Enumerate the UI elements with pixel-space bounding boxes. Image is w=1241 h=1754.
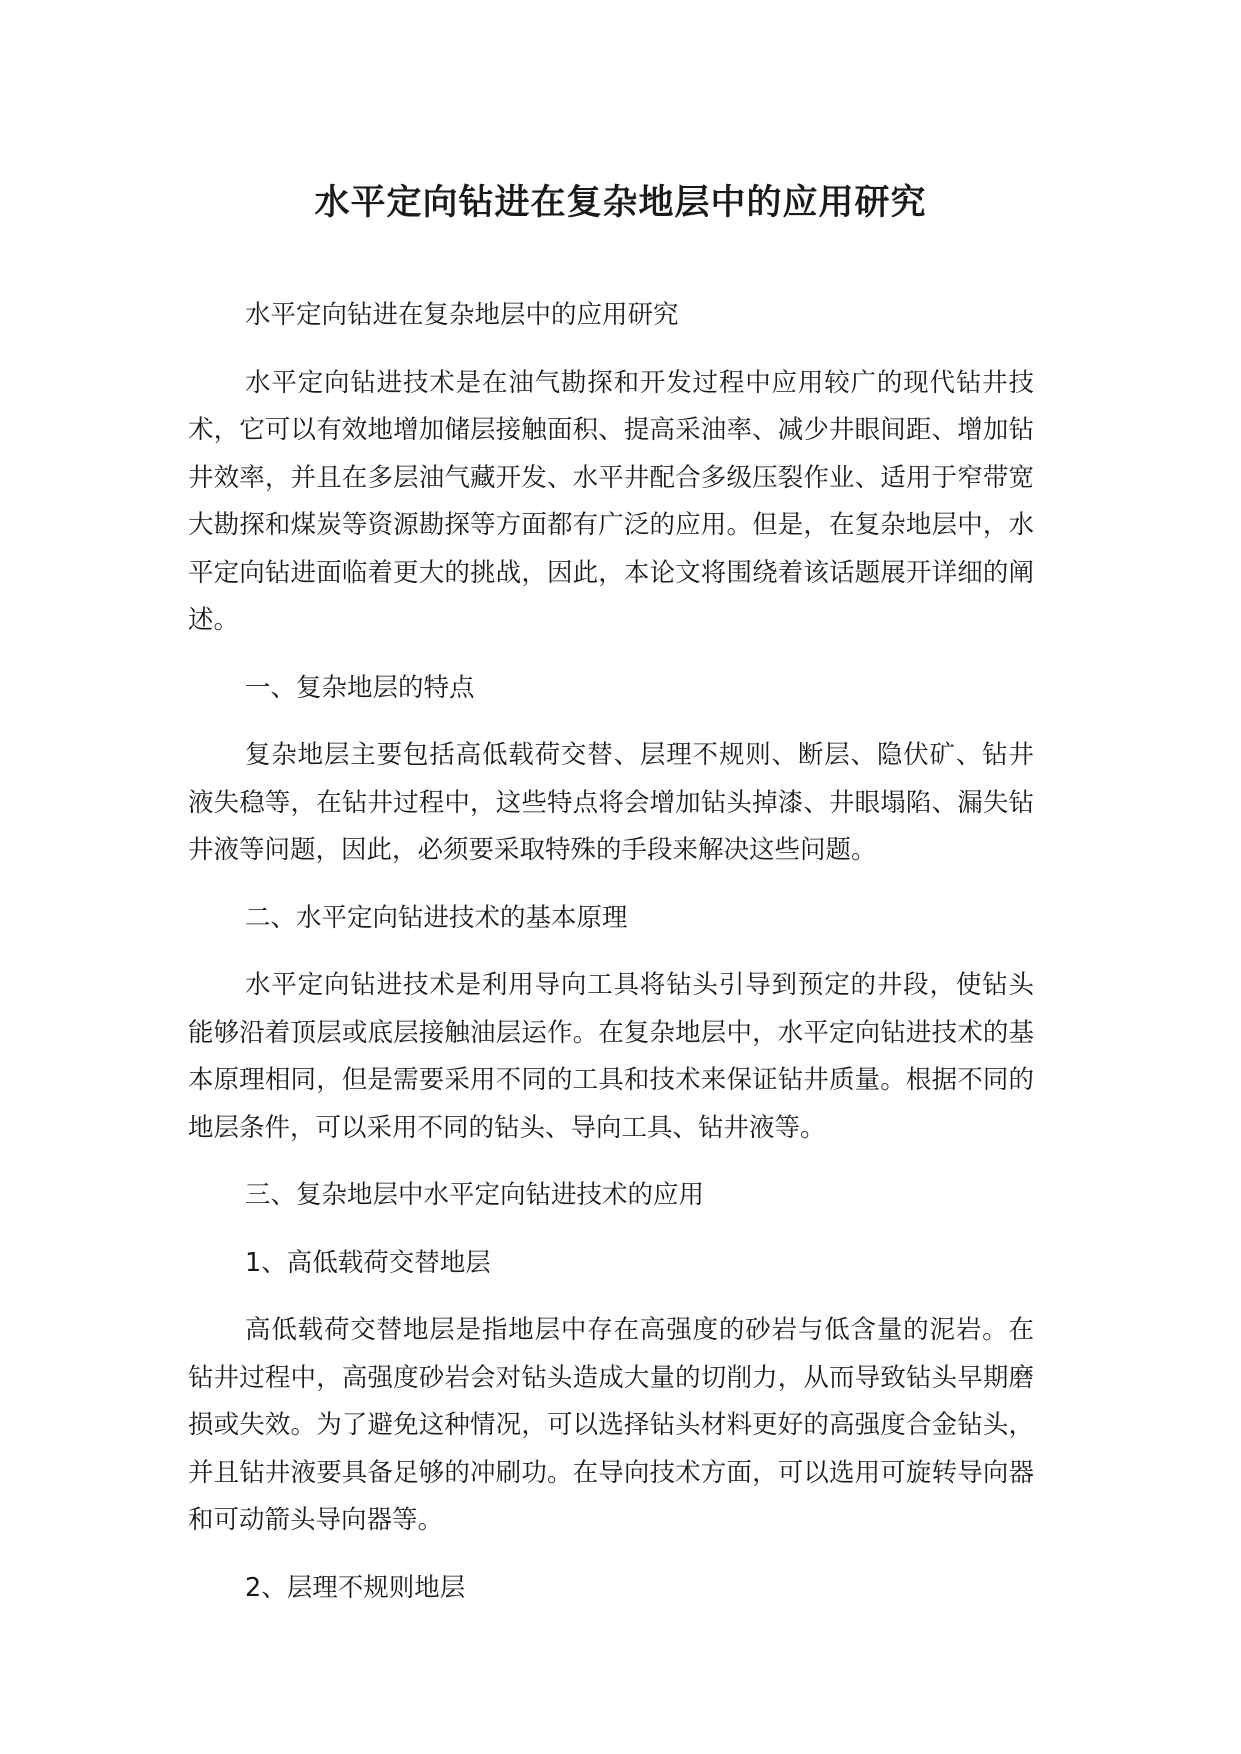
section-2-paragraph: 水平定向钻进技术是利用导向工具将钻头引导到预定的井段，使钻头能够沿着顶层或底层接触油层运作。在复杂地层中，水平定向钻进技术的基本原理相同，但是需要采用不同的工具和技术来保证钻井质量。根据不同的地层条件，可以采用不同的钻头、导向工具、钻井液等。 (188, 970, 1034, 1143)
section-1-paragraph: 复杂地层主要包括高低载荷交替、层理不规则、断层、隐伏矿、钻井液失稳等，在钻井过程中，这些特点将会增加钻头掉漆、井眼塌陷、漏失钻井液等问题，因此，必须要采取特殊的手段来解决这些问题。 (188, 740, 1034, 865)
subtitle-paragraph: 水平定向钻进在复杂地层中的应用研究 (245, 300, 679, 330)
section-heading-1: 一、复杂地层的特点 (245, 672, 475, 703)
document-title: 水平定向钻进在复杂地层中的应用研究 (314, 183, 927, 223)
subsection-1-paragraph: 高低载荷交替地层是指地层中存在高强度的砂岩与低含量的泥岩。在钻井过程中，高强度砂岩会对钻头造成大量的切削力，从而导致钻头早期磨损或失效。为了避免这种情况，可以选择钻头材料更好的高强度合金钻头，并且钻井液要具备足够的冲刷功。在导向技术方面，可以选用可旋转导向器和可动箭头导向器等。 (188, 1315, 1034, 1535)
subsection-heading-2: 2、层理不规则地层 (245, 1572, 466, 1603)
document-body (188, 292, 1034, 1632)
section-heading-3: 三、复杂地层中水平定向钻进技术的应用 (245, 1180, 705, 1210)
section-heading-2: 二、水平定向钻进技术的基本原理 (245, 902, 628, 933)
subsection-heading-1: 1、高低载荷交替地层 (245, 1247, 491, 1278)
intro-paragraph: 水平定向钻进技术是在油气勘探和开发过程中应用较广的现代钻井技术，它可以有效地增加储层接触面积、提高采油率、减少井眼间距、增加钻井效率，并且在多层油气藏开发、水平井配合多级压裂作业、适用于窄带宽大勘探和煤炭等资源勘探等方面都有广泛的应用。但是，在复杂地层中，水平定向钻进面临着更大的挑战，因此，本论文将围绕着该话题展开详细的阐述。 (188, 367, 1034, 635)
